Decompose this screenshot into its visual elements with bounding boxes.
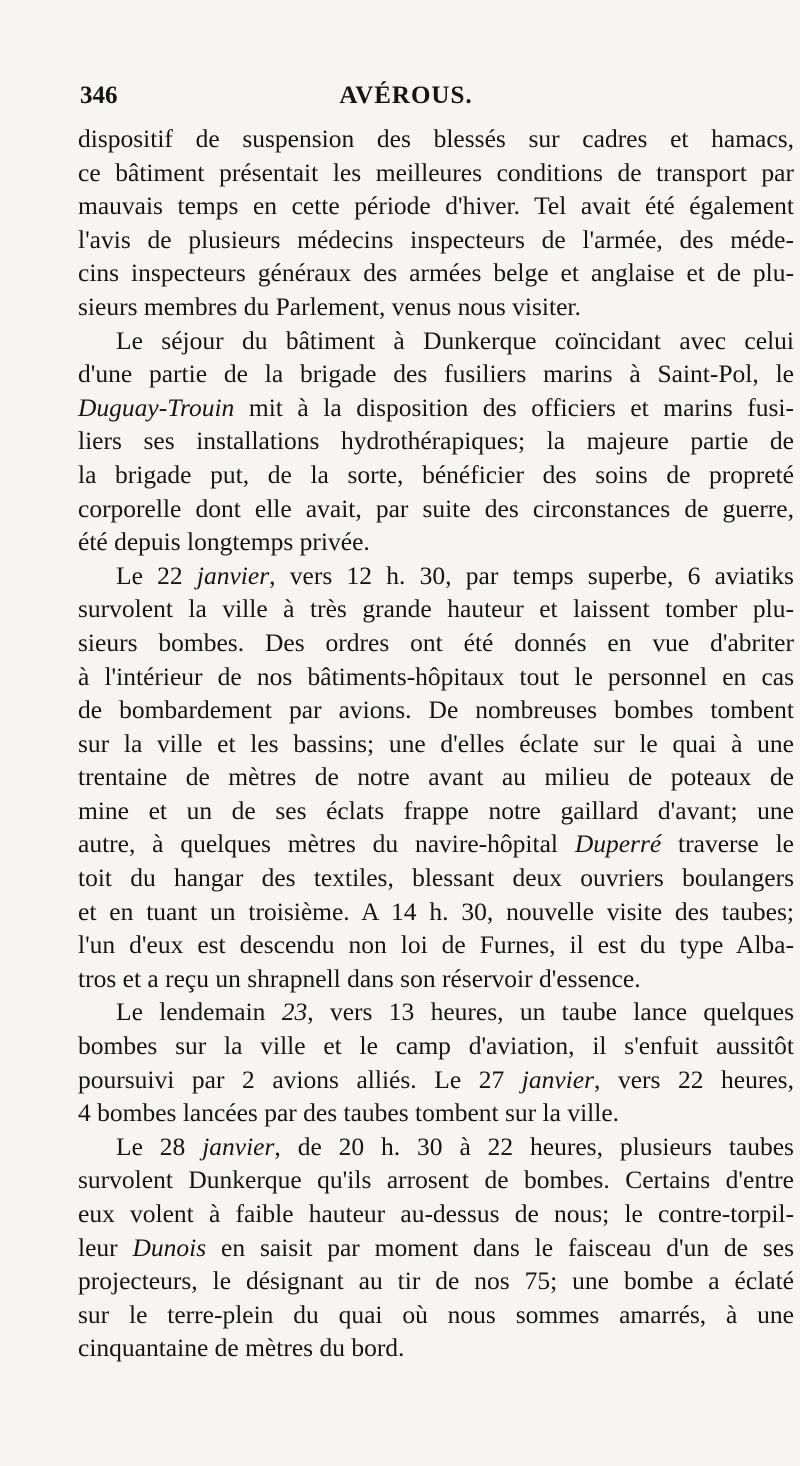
text-line: été depuis longtemps privée.: [78, 527, 370, 557]
text-line: de bombardement par avions. De nombreuses bombes tombent: [78, 695, 794, 725]
text-line: sieurs membres du Parlement, venus nous visiter.: [78, 291, 581, 321]
text-segment: , de 20 h. 30 à 22 heures, plusieurs taubes: [274, 1131, 794, 1161]
text-segment: , vers 13 heures, un taube lance quelques: [307, 997, 794, 1027]
paragraph: [78, 559, 794, 996]
text-segment: , vers 22 heures,: [594, 1064, 794, 1094]
text-line: bombes sur la ville et le camp d'aviation, il s'enfuit aussitôt: [78, 1031, 794, 1061]
text-segment: mit à la disposition des officiers et marins fusi-: [234, 392, 794, 422]
body-text: [78, 122, 794, 1365]
text-segment: traverse le: [661, 829, 794, 859]
italic-segment: janvier: [196, 560, 270, 590]
text-line: mauvais temps en cette période d'hiver. Tel avait été également: [78, 191, 794, 221]
page-header: [80, 82, 732, 118]
text-line: trentaine de mètres de notre avant au milieu de poteaux de: [78, 762, 794, 792]
text-line: corporelle dont elle avait, par suite des circonstances de guerre,: [78, 493, 794, 523]
text-segment: autre, à quelques mètres du navire-hôpital: [78, 829, 575, 859]
paragraph: [78, 324, 794, 559]
text-line: [78, 391, 794, 425]
text-line: sur le terre-plein du quai où nous sommes amarrés, à une: [78, 1299, 794, 1329]
text-line: eux volent à faible hauteur au-dessus de nous; le contre-torpil-: [78, 1199, 794, 1228]
text-line: projecteurs, le désignant au tir de nos 75; une bombe a éclaté: [78, 1266, 794, 1296]
running-title: AVÉROUS.: [339, 82, 473, 109]
italic-segment: Duguay-Trouin: [78, 392, 235, 422]
text-segment: en saisit par moment dans le faisceau d'un de ses: [206, 1232, 794, 1262]
paragraph: [78, 995, 794, 1129]
text-line: mine et un de ses éclats frappe notre gaillard d'avant; une: [78, 795, 794, 825]
text-line: à l'intérieur de nos bâtiments-hôpitaux tout le personnel en cas: [78, 661, 794, 691]
italic-segment: janvier: [521, 1064, 594, 1094]
text-line: tros et a reçu un shrapnell dans son réservoir d'essence.: [78, 963, 641, 993]
text-segment: Le lendemain: [116, 997, 282, 1027]
text-line: ce bâtiment présentait les meilleures conditions de transport par: [78, 157, 794, 187]
italic-segment: Duperré: [574, 829, 662, 859]
text-line: dispositif de suspension des blessés sur cadres et hamacs,: [78, 124, 794, 153]
text-line: [78, 1231, 794, 1265]
text-line: [78, 1063, 794, 1097]
italic-segment: janvier: [202, 1131, 275, 1161]
text-segment: Le 28: [116, 1131, 203, 1161]
text-line: sieurs bombes. Des ordres ont été donnés en vue d'abriter: [78, 627, 794, 657]
text-line: d'une partie de la brigade des fusiliers marins à Saint-Pol, le: [78, 359, 794, 389]
text-line: 4 bombes lancées par des taubes tombent sur la ville.: [78, 1098, 620, 1128]
text-line: survolent la ville à très grande hauteur et laissent tomber plu-: [78, 594, 794, 624]
text-line: et en tuant un troisième. A 14 h. 30, nouvelle visite des taubes;: [78, 896, 794, 926]
text-line: toit du hangar des textiles, blessant deux ouvriers boulangers: [78, 863, 794, 893]
text-line: la brigade put, de la sorte, bénéficier des soins de propreté: [78, 459, 794, 489]
text-line: [78, 1130, 794, 1164]
page-number: 346: [80, 82, 118, 109]
text-line: [78, 559, 794, 593]
italic-segment: Dunois: [132, 1232, 207, 1262]
text-line: l'avis de plusieurs médecins inspecteurs de l'armée, des méde-: [78, 224, 794, 254]
text-line: [78, 827, 794, 861]
text-line: sur la ville et les bassins; une d'elles éclate sur le quai à une: [78, 728, 794, 758]
text-line: cinquantaine de mètres du bord.: [78, 1333, 405, 1363]
text-line: cins inspecteurs généraux des armées belge et anglaise et de plu-: [78, 258, 794, 288]
text-segment: Le 22: [116, 560, 197, 590]
text-line: Le séjour du bâtiment à Dunkerque coïncidant avec celui: [116, 325, 794, 355]
text-segment: leur: [78, 1232, 133, 1262]
text-line: survolent Dunkerque qu'ils arrosent de bombes. Certains d'entre: [78, 1165, 794, 1195]
text-segment: poursuivi par 2 avions alliés. Le 27: [78, 1064, 522, 1094]
italic-segment: 23: [281, 997, 308, 1027]
text-segment: , vers 12 h. 30, par temps superbe, 6 aviatiks: [269, 560, 794, 590]
text-line: l'un d'eux est descendu non loi de Furnes, il est du type Alba-: [78, 930, 794, 960]
text-line: liers ses installations hydrothérapiques; la majeure partie de: [78, 426, 794, 456]
paragraph: [78, 1130, 794, 1365]
text-line: [78, 995, 794, 1029]
paragraph: [78, 122, 794, 324]
